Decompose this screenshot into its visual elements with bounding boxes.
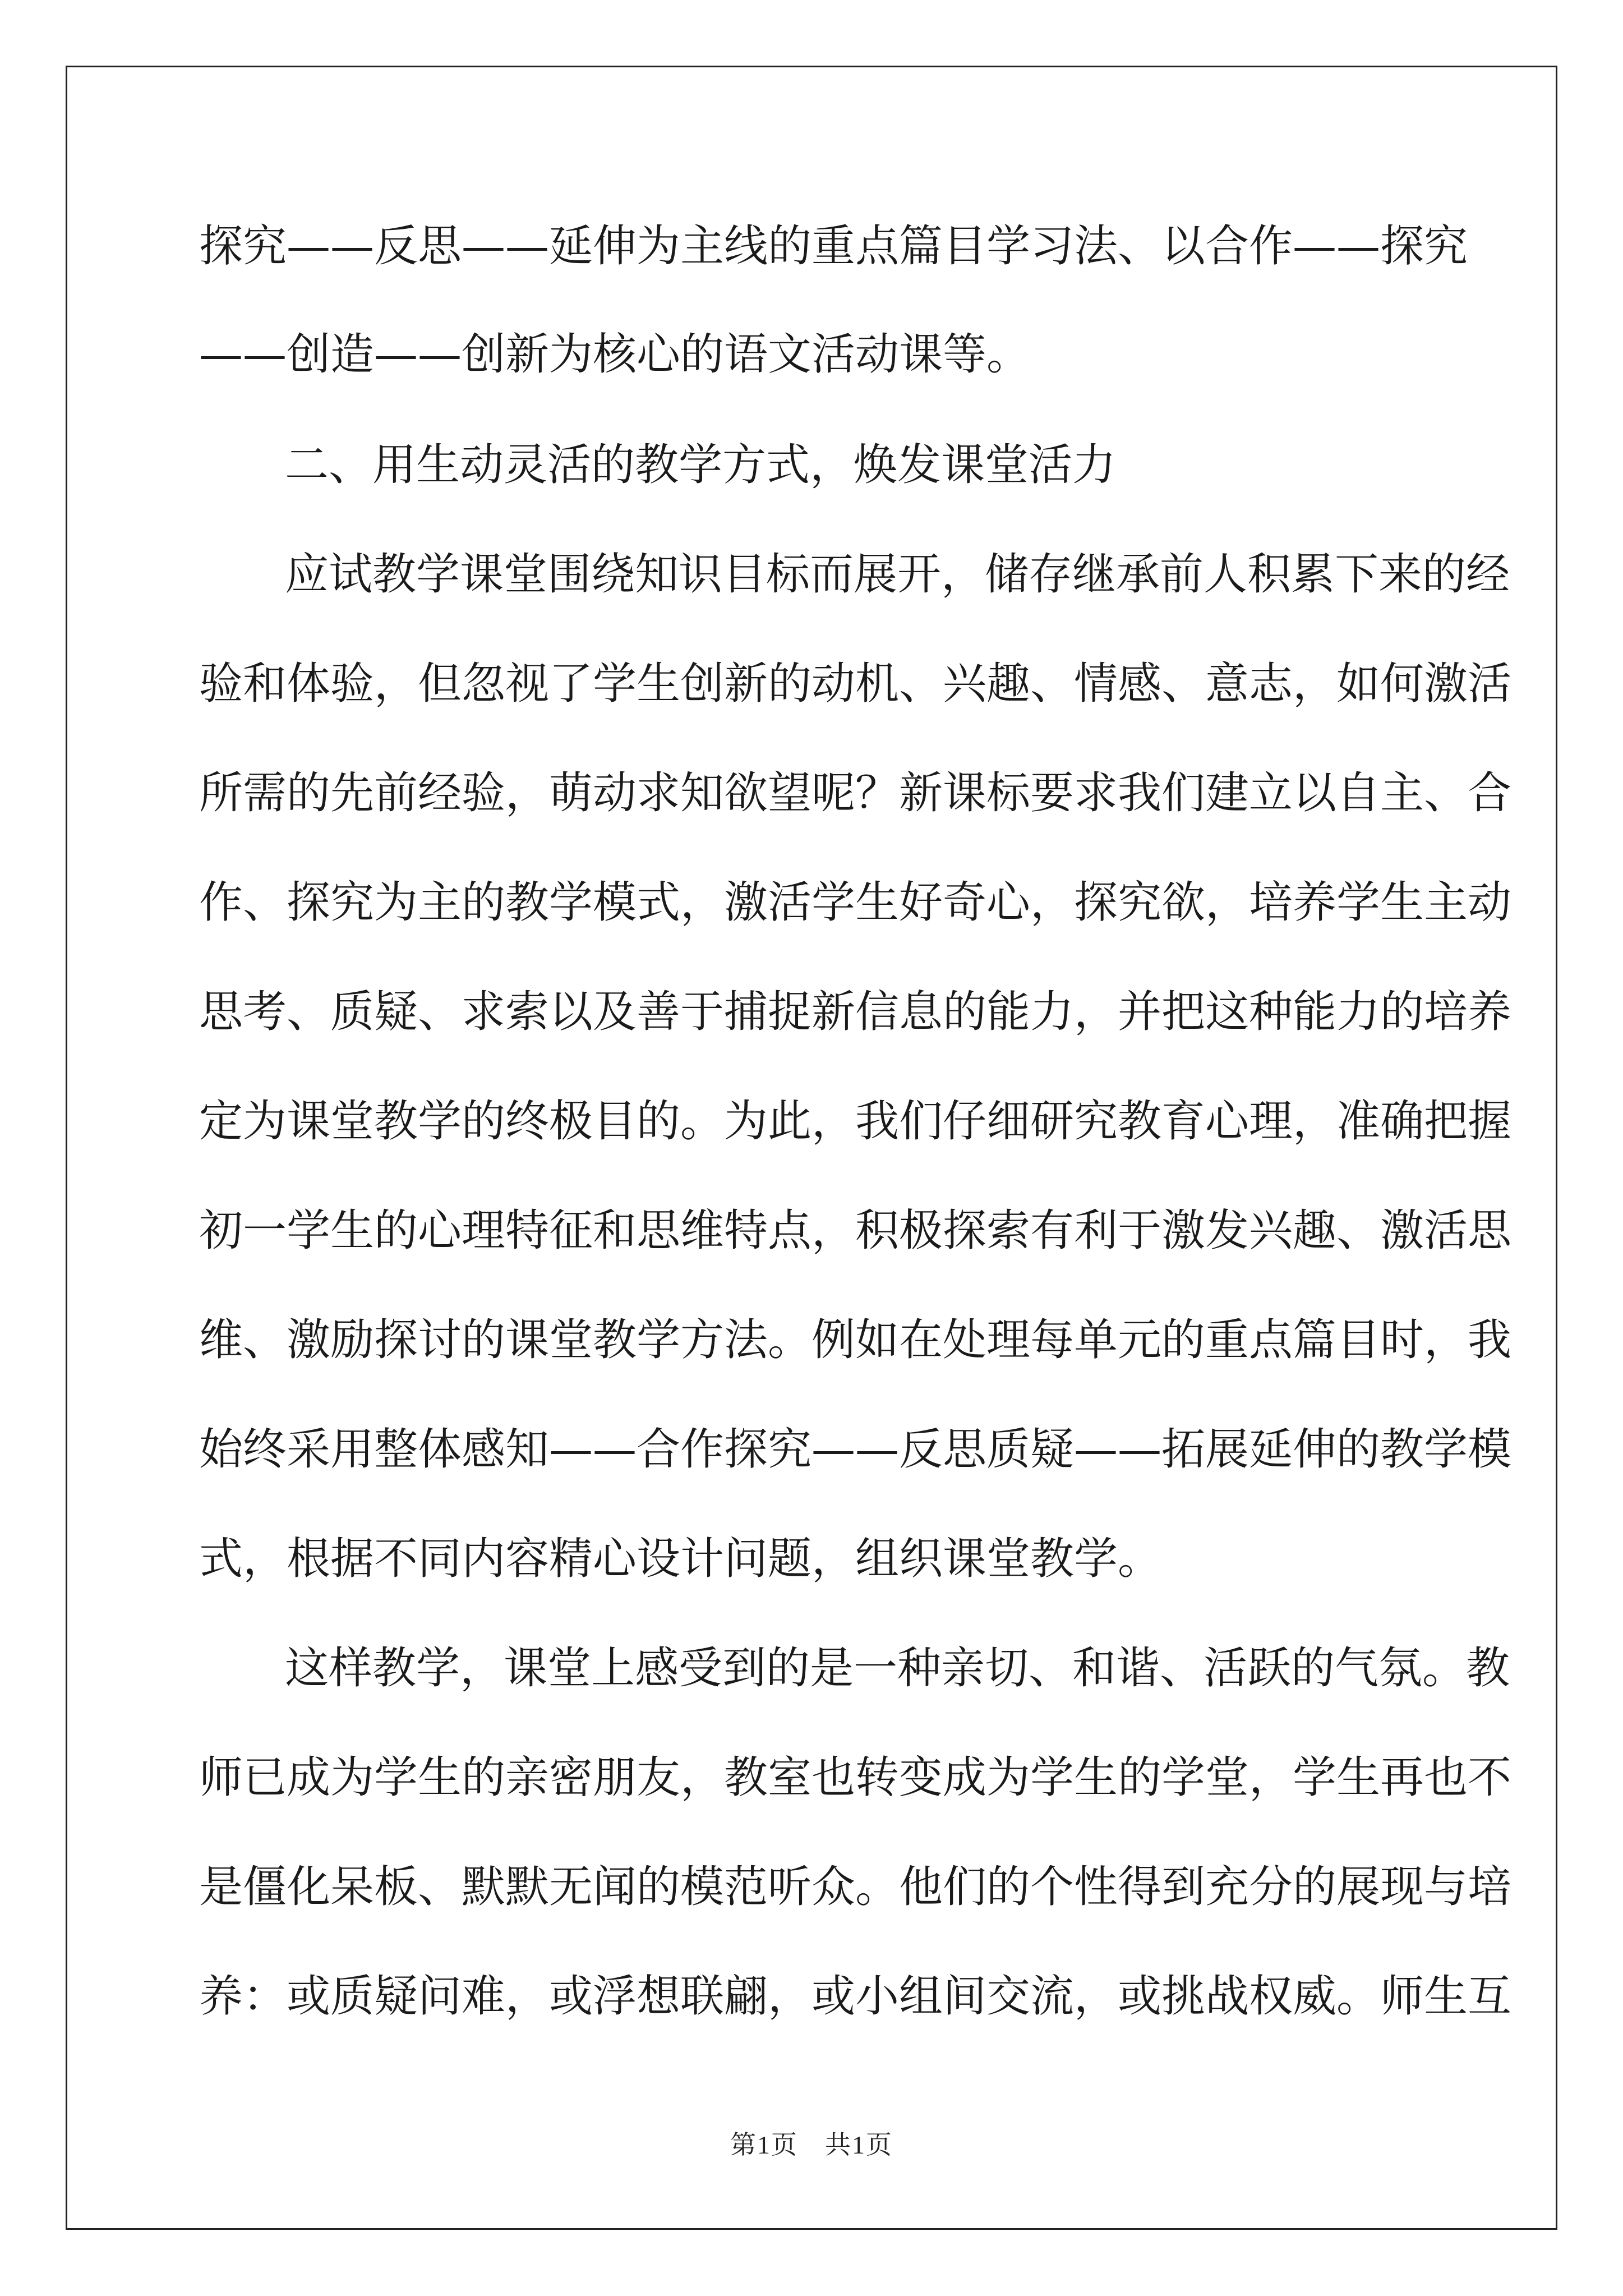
text-line: 思考、质疑、求索以及善于捕捉新信息的能力，并把这种能力的培养	[199, 987, 1512, 1037]
text-line: 探究——反思——延伸为主线的重点篇目学习法、以合作——探究	[199, 221, 1468, 272]
text-line: 式，根据不同内容精心设计问题，组织课堂教学。	[199, 1534, 1162, 1584]
text-line: 维、激励探讨的课堂教学方法。例如在处理每单元的重点篇目时，我	[199, 1315, 1512, 1365]
text-line: 作、探究为主的教学模式，激活学生好奇心，探究欲，培养学生主动	[199, 877, 1512, 928]
section-heading: 二、用生动灵活的教学方式，焕发课堂活力	[285, 440, 1117, 490]
page-footer: 第1页 共1页	[730, 2131, 893, 2159]
text-line: 养：或质疑问难，或浮想联翩，或小组间交流，或挑战权威。师生互	[199, 1971, 1512, 2022]
text-line: ——创造——创新为核心的语文活动课等。	[199, 329, 1031, 380]
text-line: 验和体验，但忽视了学生创新的动机、兴趣、情感、意志，如何激活	[199, 659, 1512, 709]
text-line: 所需的先前经验，萌动求知欲望呢？新课标要求我们建立以自主、合	[199, 768, 1512, 818]
paragraph-start: 这样教学，课堂上感受到的是一种亲切、和谐、活跃的气氛。教	[285, 1643, 1510, 1694]
text-line: 始终采用整体感知——合作探究——反思质疑——拓展延伸的教学模	[199, 1424, 1512, 1475]
text-line: 定为课堂教学的终极目的。为此，我们仔细研究教育心理，准确把握	[199, 1096, 1512, 1147]
text-line: 师已成为学生的亲密朋友，教室也转变成为学生的学堂，学生再也不	[199, 1752, 1512, 1803]
text-line: 初一学生的心理特征和思维特点，积极探索有利于激发兴趣、激活思	[199, 1205, 1512, 1256]
paragraph-start: 应试教学课堂围绕知识目标而展开，储存继承前人积累下来的经	[285, 549, 1510, 600]
text-line: 是僵化呆板、默默无闻的模范听众。他们的个性得到充分的展现与培	[199, 1862, 1512, 1912]
